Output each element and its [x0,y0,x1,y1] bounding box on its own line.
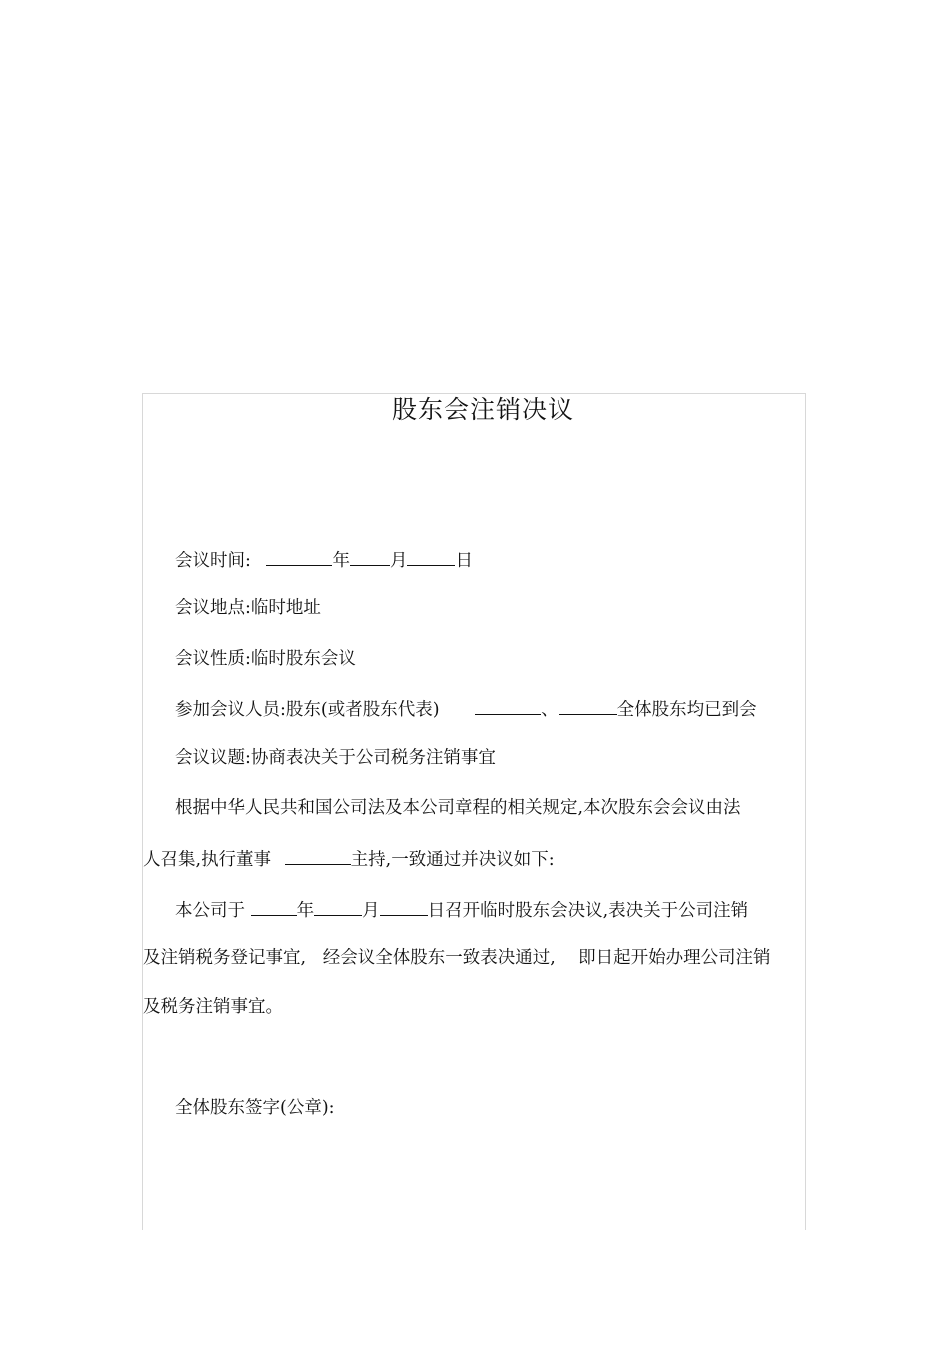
attendee-blank-1 [475,697,541,715]
p2-day-blank [380,898,428,916]
month-blank [350,548,390,566]
attendee-blank-2 [559,697,617,715]
year-label: 年 [332,551,350,571]
attendees-suffix: 全体股东均已到会 [616,700,757,720]
day-label: 日 [455,551,473,571]
meeting-nature: 会议性质:临时股东会议 [175,649,356,669]
p2-month-blank [314,898,362,916]
paragraph2-line1 [175,898,748,922]
meeting-time-label: 会议时间: [175,551,251,571]
p2-month-label: 月 [362,901,380,921]
agenda: 会议议题:协商表决关于公司税务注销事宜 [175,748,496,768]
month-label: 月 [389,551,408,571]
meeting-time-line [175,548,473,572]
p2-year-blank [251,898,297,916]
attendees-line [175,697,757,721]
document-title: 股东会注销决议 [391,395,574,424]
director-blank [285,847,351,865]
signature-line: 全体股东签字(公章): [175,1098,335,1118]
paragraph2-line2: 及注销税务登记事宜, 经会议全体股东一致表决通过, 即日起开始办理公司注销 [143,948,771,968]
paragraph1-line2-suffix: 主持,一致通过并决议如下: [350,850,555,870]
paragraph1-line1: 根据中华人民共和国公司法及本公司章程的相关规定,本次股东会会议由法 [175,798,741,818]
paragraph1-line2 [143,847,555,871]
attendees-label: 参加会议人员:股东(或者股东代表) [175,700,440,720]
paragraph1-line2-prefix: 人召集,执行董事 [143,850,272,870]
paragraph2-line3: 及税务注销事宜。 [143,997,283,1017]
year-blank [266,548,332,566]
paragraph2-suffix: 日召开临时股东会决议,表决关于公司注销 [427,901,749,921]
p2-year-label: 年 [296,901,315,921]
paragraph2-prefix: 本公司于 [175,901,245,921]
meeting-place: 会议地点:临时地址 [175,598,321,618]
day-blank [407,548,455,566]
attendee-separator: 、 [541,700,559,720]
